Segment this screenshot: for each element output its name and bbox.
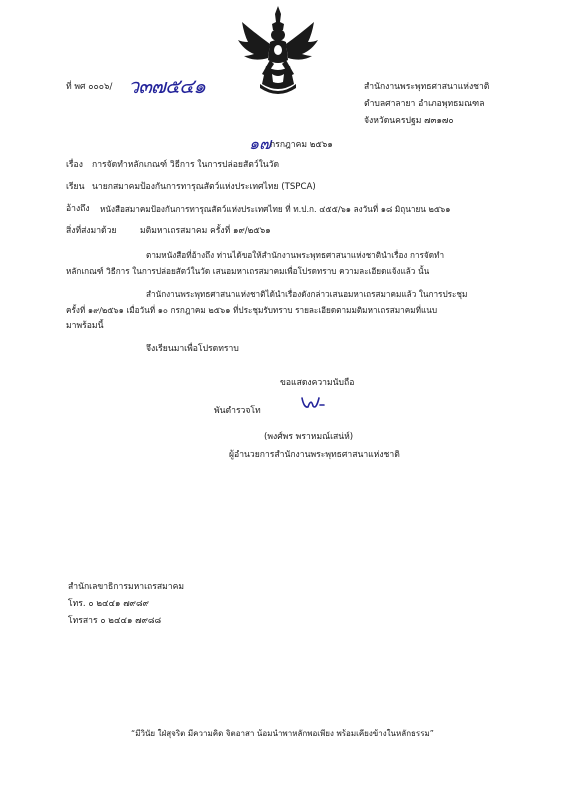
garuda-emblem-icon	[236, 4, 320, 98]
body-paragraph-2-line-1: สำนักงานพระพุทธศาสนาแห่งชาติได้นำเรื่องดังกล่าวเสนอมหาเถรสมาคมแล้ว ในการประชุม	[146, 289, 468, 299]
signature-mark	[300, 392, 326, 414]
enclosure-label: สิ่งที่ส่งมาด้วย	[66, 226, 117, 236]
body-closing-sentence: จึงเรียนมาเพื่อโปรดทราบ	[146, 344, 239, 354]
body-paragraph-1-line-1: ตามหนังสือที่อ้างถึง ท่านได้ขอให้สำนักงานพระพุทธศาสนาแห่งชาตินำเรื่อง การจัดทำ	[146, 250, 445, 260]
body-paragraph-2-line-3: มาพร้อมนี้	[66, 321, 104, 331]
issuer-name: สำนักงานพระพุทธศาสนาแห่งชาติ	[364, 82, 490, 92]
body-paragraph-2-line-2: ครั้งที่ ๑๙/๒๕๖๑ เมื่อวันที่ ๑๐ กรกฎาคม ๒๕๖๑ ที่ประชุมรับทราบ รายละเอียดตามมติมหาเถรสมาคมที่แนบ	[66, 305, 438, 315]
closing-salutation: ขอแสดงความนับถือ	[280, 378, 355, 388]
footer-fax: โทรสาร ๐ ๒๔๔๑ ๗๙๘๘	[68, 616, 162, 626]
body-paragraph-1-line-2: หลักเกณฑ์ วิธีการ ในการปล่อยสัตว์ในวัด เสนอมหาเถรสมาคมเพื่อโปรดทราบ ความละเอียดแจ้งแล้ว นั้น	[66, 266, 430, 276]
recipient-label: เรียน	[66, 182, 85, 192]
doc-number-handwritten: ว๓๗๕๔๑	[128, 74, 205, 98]
reference-label: อ้างถึง	[66, 204, 90, 214]
enclosure-text: มติมหาเถรสมาคม ครั้งที่ ๑๙/๒๕๖๑	[140, 226, 271, 236]
footer-office: สำนักเลขาธิการมหาเถรสมาคม	[68, 582, 185, 592]
footer-phone: โทร. ๐ ๒๔๔๑ ๗๙๘๙	[68, 599, 149, 609]
signer-rank: พันตำรวจโท	[214, 406, 261, 416]
subject-label: เรื่อง	[66, 160, 83, 170]
date-text: กรกฎาคม ๒๕๖๑	[270, 140, 333, 150]
date-day-handwritten: ๑๗	[249, 134, 272, 153]
signer-position: ผู้อำนวยการสำนักงานพระพุทธศาสนาแห่งชาติ	[229, 450, 400, 460]
footer-motto: “มีวินัย ใฝ่สุจริต มีความคิด จิตอาสา น้อมนำพาหลักพอเพียง พร้อมเคียงข้างในหลักธรรม”	[131, 729, 434, 738]
doc-number-label: ที่ พศ ๐๐๐๖/	[66, 82, 113, 92]
signer-name: (พงศ์พร พราหมณ์เสน่ห์)	[264, 432, 354, 442]
issuer-province: จังหวัดนครปฐม ๗๓๑๗๐	[364, 116, 454, 126]
reference-text: หนังสือสมาคมป้องกันการทารุณสัตว์แห่งประเทศไทย ที่ ท.ป.ก. ๔๕๕/๖๑ ลงวันที่ ๑๘ มิถุนายน ๒๕๖๑	[100, 204, 451, 214]
recipient-text: นายกสมาคมป้องกันการทารุณสัตว์แห่งประเทศไทย (TSPCA)	[92, 182, 316, 192]
subject-text: การจัดทำหลักเกณฑ์ วิธีการ ในการปล่อยสัตว์ในวัด	[92, 160, 280, 170]
issuer-district: ตำบลศาลายา อำเภอพุทธมณฑล	[364, 99, 485, 109]
